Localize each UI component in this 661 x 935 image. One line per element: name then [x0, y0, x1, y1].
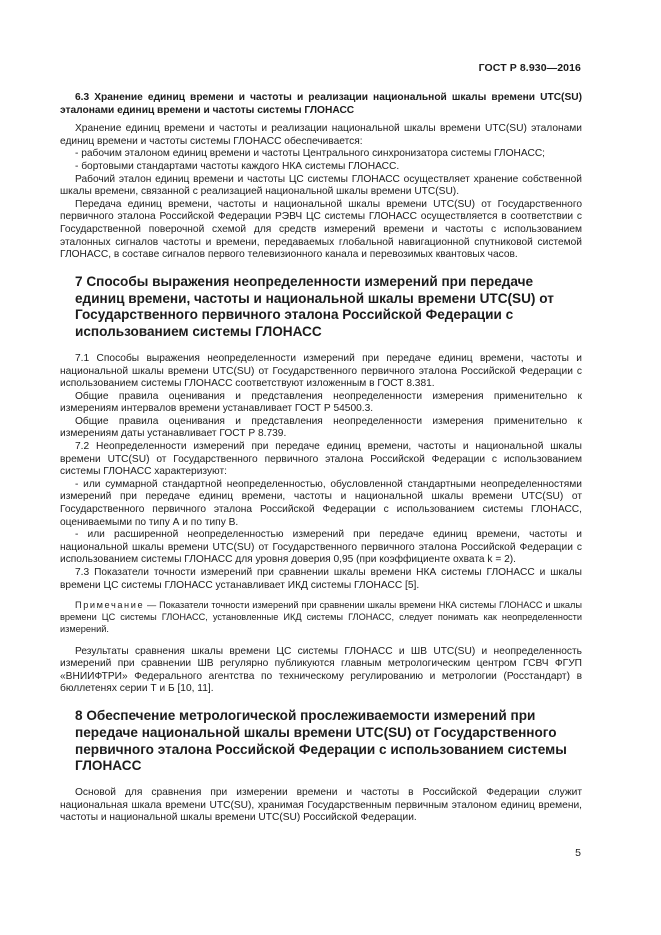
- list-item: - рабочим эталоном единиц времени и частоты Центрального синхронизатора системы ГЛОНАСС;: [75, 148, 546, 160]
- note-text: — Показатели точности измерений при сравнении шкалы времени НКА системы ГЛОНАСС и шкалы времени ЦС системы ГЛОНАСС, установленные ИКД системы ГЛОНАСС, следует понимать как неопределенности измерений.: [60, 600, 582, 634]
- paragraph: Хранение единиц времени и частоты и реализации национальной шкалы времени UTC(SU) эталонами единиц времени и частоты системы ГЛОНАСС обеспечивается:: [60, 123, 582, 147]
- note-label: Примечание: [75, 600, 145, 611]
- list-item: - бортовыми стандартами частоты каждого НКА системы ГЛОНАСС.: [75, 160, 400, 172]
- paragraph: Рабочий эталон единиц времени и частоты ЦС системы ГЛОНАСС осуществляет хранение собственной шкалы времени, связанной с реализацией национальной шкалы времени UTC(SU).: [60, 173, 582, 198]
- paragraph: 7.1 Способы выражения неопределенности измерений при передаче единиц времени, частоты и национальной шкалы времени UTC(SU) от Государственного первичного эталона Российской Федерации с использованием системы ГЛОНАСС соответствуют изложенным в ГОСТ 8.381.: [60, 352, 582, 390]
- list-item: - или расширенной неопределенностью измерений при передаче единиц времени, частоты и национальной шкалы времени UTC(SU) от Государственного первичного эталона Российской Федерации с использованием системы ГЛОНАСС для уровня доверия 0,95 (при коэффициенте охвата k = 2).: [60, 529, 582, 566]
- document-body: [60, 92, 582, 825]
- paragraph: Основой для сравнения при измерении времени и частоты в Российской Федерации служит национальная шкала времени UTC(SU), хранимая Государственным первичным эталоном единиц времени, частоты и национальной шкалы времени UTC(SU) Российской Федерации.: [60, 787, 582, 824]
- section-8-title: 8 Обеспечение метрологической прослеживаемости измерений при передаче национальной шкалы времени UTC(SU) от Государственного первичного эталона Российской Федерации с использованием системы ГЛОНАСС: [75, 707, 567, 774]
- document-code: ГОСТ Р 8.930—2016: [478, 62, 581, 74]
- paragraph: Передача единиц времени, частоты и национальной шкалы времени UTC(SU) от Государственного первичного эталона Российской Федерации РЭВЧ ЦС системы ГЛОНАСС осуществляется в соответствии с Государственной поверочной схемой для средств измерений времени и частоты с использованием эталонных сигналов частоты и времени, передаваемых глобальной навигационной спутниковой системой ГЛОНАСС, в составе сигналов первого телевизионного канала и перевозимых квантовых часов.: [60, 198, 582, 261]
- paragraph: 7.2 Неопределенности измерений при передаче единиц времени, частоты и национальной шкалы времени UTC(SU) от Государственного первичного эталона Российской Федерации с использованием системы ГЛОНАСС характеризуют:: [60, 441, 582, 478]
- section-7-title: 7 Способы выражения неопределенности измерений при передаче единиц времени, частоты и национальной шкалы времени UTC(SU) от Государственного первичного эталона Российской Федерации с использованием системы ГЛОНАСС: [75, 273, 554, 340]
- note: [60, 600, 582, 635]
- paragraph: 7.3 Показатели точности измерений при сравнении шкалы времени НКА системы ГЛОНАСС и шкалы времени ЦС системы ГЛОНАСС устанавливает ИКД системы ГЛОНАСС [5].: [60, 567, 582, 591]
- section-6-3-title: 6.3 Хранение единиц времени и частоты и реализации национальной шкалы времени UTC(SU) эталонами единиц времени и частоты системы ГЛОНАСС: [60, 92, 582, 116]
- page-number: 5: [575, 847, 581, 859]
- paragraph: Общие правила оценивания и представления неопределенности измерения применительно к измерениям интервалов времени устанавливает ГОСТ Р 54500.3.: [60, 390, 582, 415]
- paragraph: Результаты сравнения шкалы времени ЦС системы ГЛОНАСС и ШВ UTC(SU) и неопределенность измерений при сравнении ШВ регулярно публикуются главным метрологическим центром ГСВЧ ФГУП «ВНИИФТРИ» Федерального агентства по техническому регулированию и метрологии (Росстандарт) в бюллетенях серии Т и Б [10, 11].: [60, 645, 582, 695]
- list-item: - или суммарной стандартной неопределенностью, обусловленной стандартными неопределенностями измерений при передаче единиц времени, частоты и национальной шкалы времени UTC(SU) от Государственного первичного эталона Российской Федерации с использованием системы ГЛОНАСС, оцениваемыми по типу А и по типу В.: [60, 478, 582, 528]
- paragraph: Общие правила оценивания и представления неопределенности измерения применительно к измерениям даты устанавливает ГОСТ Р 8.739.: [60, 415, 582, 440]
